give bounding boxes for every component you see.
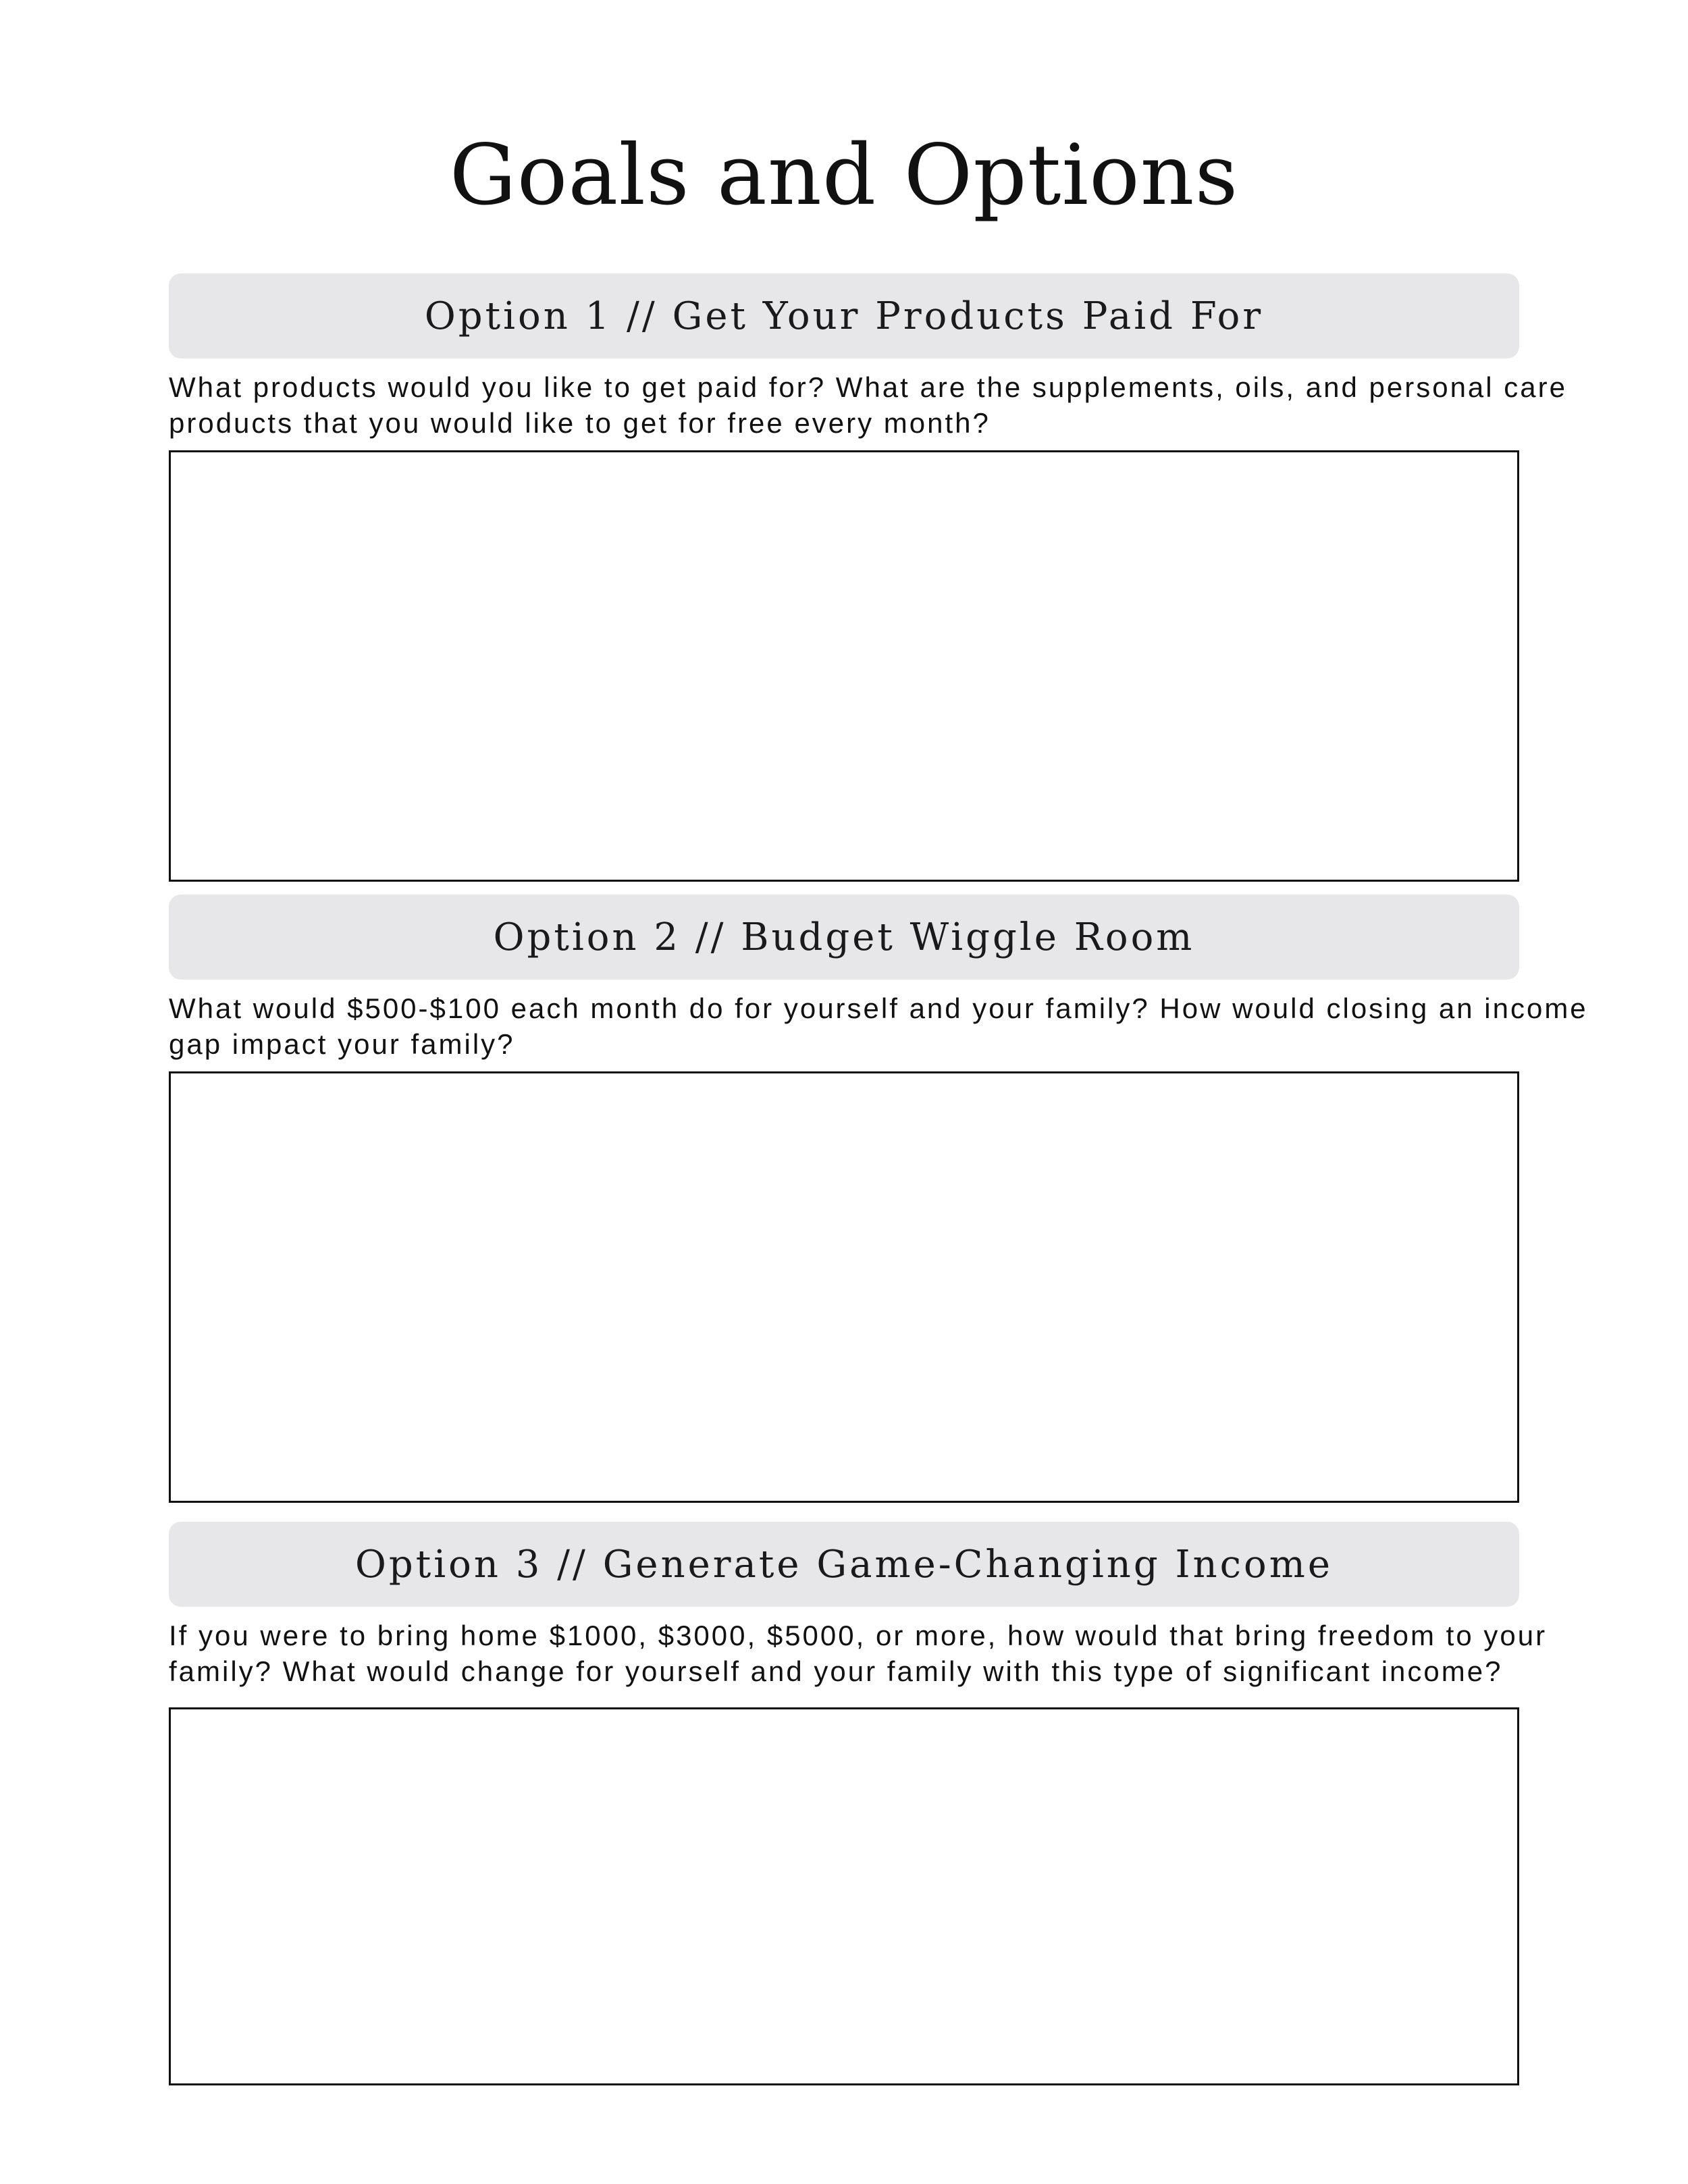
option-2-header-label: Option 2 // Budget Wiggle Room	[493, 915, 1195, 959]
option-1-header-label: Option 1 // Get Your Products Paid For	[424, 294, 1264, 338]
option-3-header-label: Option 3 // Generate Game-Changing Income	[354, 1542, 1334, 1587]
option-2-answer-box[interactable]	[169, 1071, 1519, 1503]
option-1-prompt: What products would you like to get paid for? What are the supplements, oils, and personal care products that you would like to get for free every month?	[169, 371, 1567, 439]
option-3-prompt: If you were to bring home $1000, $3000, $5000, or more, how would that bring freedom to your family? What would change for yourself and your family with this type of significant income?	[169, 1620, 1548, 1687]
option-1-header	[169, 273, 1519, 358]
option-2-prompt: What would $500-$100 each month do for yourself and your family? How would closing an income gap impact your family?	[169, 992, 1588, 1060]
option-3-section	[169, 1522, 1548, 1689]
option-2-section	[169, 895, 1588, 1062]
option-3-answer-box[interactable]	[169, 1707, 1519, 2085]
option-1-section	[169, 273, 1567, 441]
option-2-header	[169, 895, 1519, 980]
page-title: Goals and Options	[449, 127, 1239, 224]
option-1-answer-box[interactable]	[169, 450, 1519, 882]
option-3-header	[169, 1522, 1519, 1607]
